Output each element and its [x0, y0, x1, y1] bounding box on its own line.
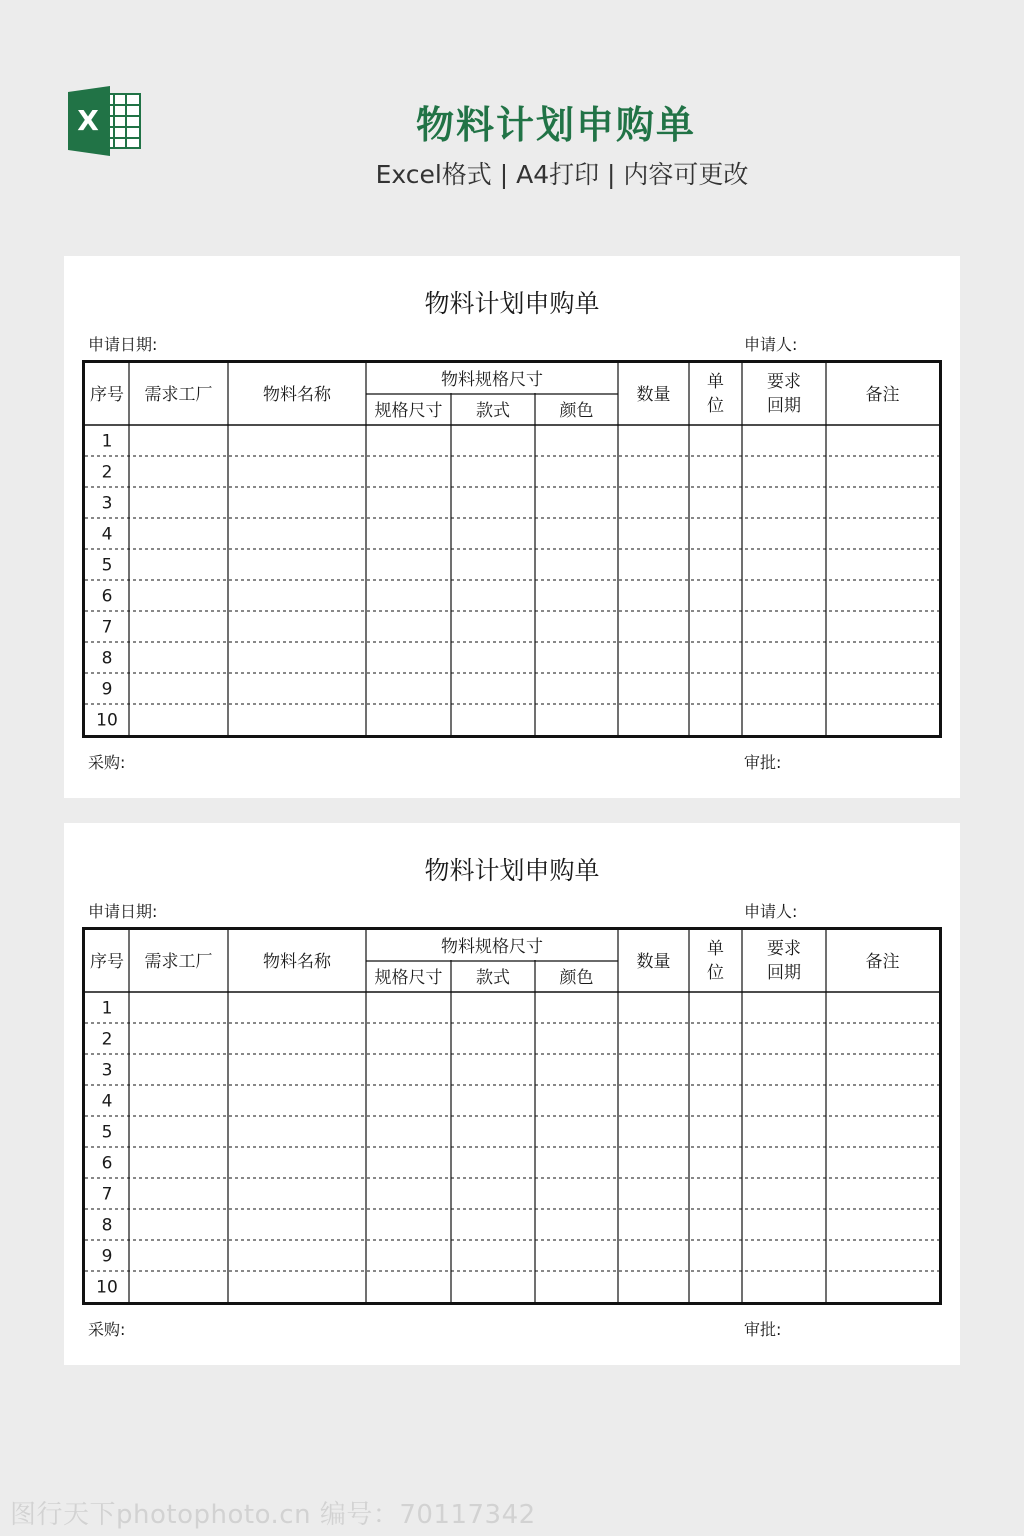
approval-label: 审批: [744, 1320, 782, 1339]
form-sheet-1 [64, 256, 960, 798]
row-number: 2 [101, 1029, 113, 1050]
row-number: 7 [101, 617, 113, 638]
row-number: 6 [101, 1153, 113, 1174]
row-number: 5 [101, 1122, 113, 1143]
row-number: 6 [101, 586, 113, 607]
header-quantity: 数量 [636, 385, 671, 405]
row-number: 10 [96, 1277, 118, 1298]
header-material-name: 物料名称 [263, 952, 331, 972]
header-spec-group: 物料规格尺寸 [441, 937, 543, 957]
row-number: 8 [101, 648, 113, 669]
header-spec-group: 物料规格尺寸 [441, 370, 543, 390]
page-subtitle: Excel格式 | A4打印 | 内容可更改 [375, 160, 749, 189]
purchase-label: 采购: [88, 753, 126, 772]
row-number: 4 [101, 1091, 113, 1112]
purchase-label: 采购: [88, 1320, 126, 1339]
row-number: 1 [101, 998, 113, 1019]
row-number: 4 [101, 524, 113, 545]
row-number: 7 [101, 1184, 113, 1205]
row-number: 5 [101, 555, 113, 576]
header-unit: 单 [707, 372, 724, 392]
header-factory: 需求工厂 [144, 385, 213, 405]
header-quantity: 数量 [636, 952, 671, 972]
approval-label: 审批: [744, 753, 782, 772]
row-number: 1 [101, 431, 113, 452]
applicant-label: 申请人: [744, 902, 798, 921]
header-unit: 单 [707, 939, 724, 959]
table-grid [85, 363, 939, 735]
header-spec-size: 规格尺寸 [374, 401, 443, 421]
header-due-date: 回期 [767, 963, 801, 983]
header-color: 颜色 [559, 968, 594, 988]
header-due-date: 要求 [767, 939, 801, 959]
sheet-title: 物料计划申购单 [424, 856, 600, 885]
header-unit: 位 [707, 963, 724, 983]
header-due-date: 要求 [767, 372, 801, 392]
header-remarks: 备注 [865, 385, 900, 405]
apply-date-label: 申请日期: [88, 335, 158, 354]
apply-date-label: 申请日期: [88, 902, 158, 921]
table-grid [85, 930, 939, 1302]
row-number: 3 [101, 1060, 113, 1081]
row-number: 9 [101, 679, 113, 700]
header-style: 款式 [476, 968, 510, 988]
purchase-table[interactable] [82, 927, 942, 1305]
sheet-title: 物料计划申购单 [424, 289, 600, 318]
header-material-name: 物料名称 [263, 385, 331, 405]
logo-letter: X [77, 104, 99, 137]
header-seq: 序号 [90, 385, 124, 405]
row-number: 2 [101, 462, 113, 483]
header-due-date: 回期 [767, 396, 801, 416]
row-number: 8 [101, 1215, 113, 1236]
header-color: 颜色 [559, 401, 594, 421]
row-number: 9 [101, 1246, 113, 1267]
row-number: 10 [96, 710, 118, 731]
page-title: 物料计划申购单 [415, 103, 696, 147]
row-number: 3 [101, 493, 113, 514]
purchase-table[interactable] [82, 360, 942, 738]
applicant-label: 申请人: [744, 335, 798, 354]
header-seq: 序号 [90, 952, 124, 972]
header-unit: 位 [707, 396, 724, 416]
header-style: 款式 [476, 401, 510, 421]
header-spec-size: 规格尺寸 [374, 968, 443, 988]
watermark: 图行天下photophoto.cn 编号：70117342 [10, 1500, 536, 1530]
header-factory: 需求工厂 [144, 952, 213, 972]
form-sheet-2 [64, 823, 960, 1365]
header-remarks: 备注 [865, 952, 900, 972]
